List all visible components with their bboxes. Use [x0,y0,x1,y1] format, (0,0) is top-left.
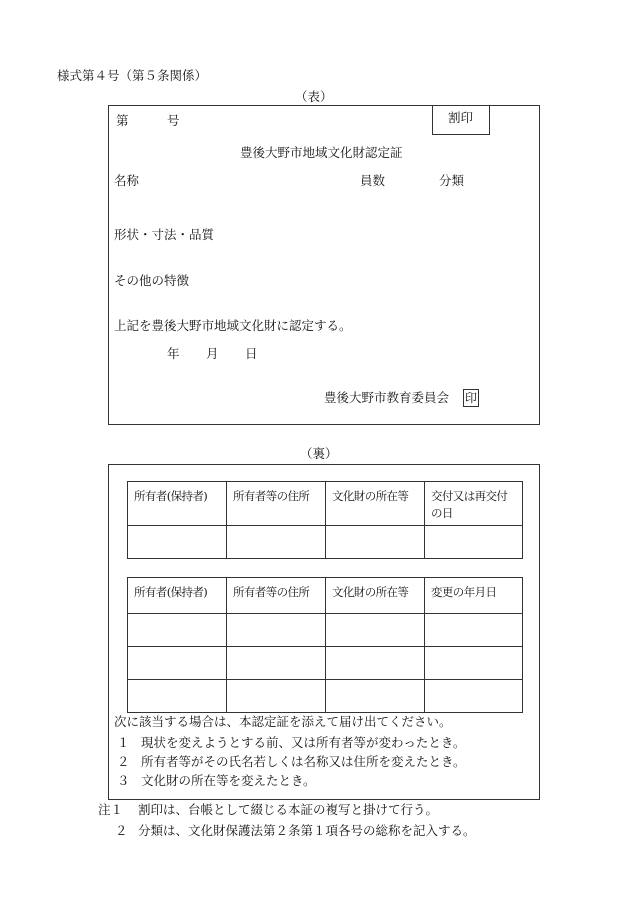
issuance-table-header-address: 所有者等の住所 [227,482,326,526]
date-year: 年 [167,346,180,361]
issuance-table-header-owner: 所有者(保持者) [128,482,227,526]
table-cell [227,680,326,713]
name-label: 名称 [114,173,140,188]
table-cell [425,647,523,680]
change-table-header-location: 文化財の所在等 [326,578,425,614]
table-cell [425,614,523,647]
table-cell [128,647,227,680]
table-row [128,614,523,647]
change-table-header-change-date: 変更の年月日 [425,578,523,614]
number-prefix: 第 [116,113,129,128]
certificate-title: 豊後大野市地域文化財認定証 [240,145,403,160]
category-label: 分類 [439,173,465,188]
table-cell [326,526,425,559]
note-text: 割印は、台帳として綴じる本証の複写と掛けて行う。 [138,802,439,817]
table-cell [227,614,326,647]
table-cell [128,614,227,647]
table-cell [326,647,425,680]
issuance-table-header-location: 文化財の所在等 [326,482,425,526]
table-cell [128,680,227,713]
change-table-header-address: 所有者等の住所 [227,578,326,614]
change-table [127,577,523,713]
official-stamp: 印 [464,391,477,405]
certification-statement: 上記を豊後大野市地域文化財に認定する。 [114,318,352,333]
form-label: 様式第４号（第５条関係） [57,68,208,83]
issuer-name: 豊後大野市教育委員会 [324,390,450,405]
condition-number: ３ [117,773,130,788]
note-text: 分類は、文化財保護法第２条第１項各号の総称を記入する。 [138,823,476,838]
change-table-header-owner: 所有者(保持者) [128,578,227,614]
table-cell [326,680,425,713]
seal-box-label: 割印 [448,110,474,125]
count-label: 員数 [360,173,386,188]
table-row [128,680,523,713]
date-day: 日 [245,346,258,361]
note-number: 注１ [98,802,124,817]
condition-number: １ [117,735,130,750]
table-row [128,526,523,559]
date-month: 月 [206,346,219,361]
issuance-table [127,481,523,559]
number-suffix: 号 [167,113,180,128]
table-row [128,647,523,680]
condition-text: 文化財の所在等を変えたとき。 [141,773,316,788]
condition-text: 所有者等がその氏名若しくは名称又は住所を変えたとき。 [141,754,466,769]
table-cell [227,647,326,680]
condition-number: ２ [117,754,130,769]
table-cell [425,526,523,559]
issuance-table-header-issue-date: 交付又は再交付の日 [425,482,523,526]
back-label: （裏） [300,446,338,461]
table-cell [425,680,523,713]
condition-text: 現状を変えようとする前、又は所有者等が変わったとき。 [141,735,466,750]
note-number: ２ [115,823,128,838]
notice-text: 次に該当する場合は、本認定証を添えて届け出てください。 [114,714,452,729]
front-label: （表） [295,89,333,104]
table-cell [128,526,227,559]
shape-label: 形状・寸法・品質 [114,227,215,242]
table-cell [326,614,425,647]
other-features-label: その他の特徴 [114,273,190,288]
table-cell [227,526,326,559]
